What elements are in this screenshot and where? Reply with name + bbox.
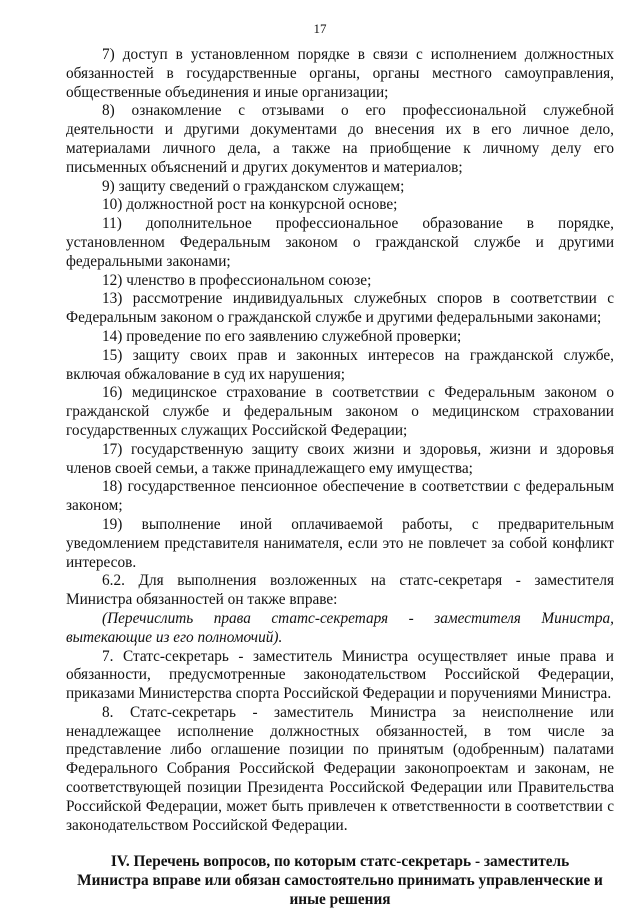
paragraph: 8. Статс-секретарь - заместитель Министра за неисполнение или ненадлежащее исполнение должностных обязанностей, в том числе за представление либо оглашение позиции по принятым (одобренным) палатами Федерального Собрания Российской Федерации законопроектам и законам, не соответствующей позиции Президента Российской Федерации или Правительства Российской Федерации, может быть привлечен к ответственности в соответствии с законодательством Российской Федерации. (66, 703, 614, 834)
list-item: 18) государственное пенсионное обеспечение в соответствии с федеральным законом; (66, 478, 614, 515)
list-item: 10) должностной рост на конкурсной основе; (102, 196, 398, 214)
italic-instruction: (Перечислить права статс-секретаря - заместителя Министра, вытекающие из его полномочий). (66, 609, 614, 646)
list-item: 11) дополнительное профессиональное образование в порядке, установленном Федеральным законом о гражданской службе и другими федеральными законами; (66, 215, 614, 270)
list-item: 14) проведение по его заявлению служебной проверки; (102, 327, 462, 345)
list-item: 17) государственную защиту своих жизни и здоровья, жизни и здоровья членов своей семьи, а также принадлежащего ему имущества; (66, 440, 614, 477)
page-number: 17 (313, 21, 327, 36)
list-item: 7) доступ в установленном порядке в связи с исполнением должностных обязанностей в государственные органы, органы местного самоуправления, общественные объединения и иные организации; (66, 46, 614, 101)
list-item: 8) ознакомление с отзывами о его профессиональной служебной деятельности и другими документами до внесения их в его личное дело, материалами личного дела, а также на приобщение к личному делу его письменных объяснений и других документов и материалов; (66, 102, 614, 176)
list-item: 13) рассмотрение индивидуальных служебных споров в соответствии с Федеральным законом о гражданской службе и другими федеральными законами; (66, 290, 614, 327)
list-item: 19) выполнение иной оплачиваемой работы, с предварительным уведомлением представителя нанимателя, если это не повлечет за собой конфликт интересов. (66, 515, 614, 571)
list-item: 12) членство в профессиональном союзе; (102, 271, 372, 289)
list-item: 9) защиту сведений о гражданском служащем; (102, 177, 405, 195)
list-item: 16) медицинское страхование в соответствии с Федеральным законом о гражданской службе и федеральным законом о медицинском страховании государственных служащих Российской Федерации; (66, 384, 614, 439)
list-item: 15) защиту своих прав и законных интересов на гражданской службе, включая обжалование в суд их нарушения; (66, 346, 614, 383)
document-body (66, 46, 614, 909)
paragraph: 6.2. Для выполнения возложенных на статс-секретаря - заместителя Министра обязанностей он также вправе: (66, 572, 614, 609)
paragraph: 7. Статс-секретарь - заместитель Министра осуществляет иные права и обязанности, предусмотренные законодательством Российской Федерации, приказами Министерства спорта Российской Федерации и поручениями Министра. (66, 647, 614, 703)
section-heading: IV. Перечень вопросов, по которым статс-секретарь - заместитель Министра вправе или обязан самостоятельно принимать управленческие и иные решения (77, 853, 603, 908)
